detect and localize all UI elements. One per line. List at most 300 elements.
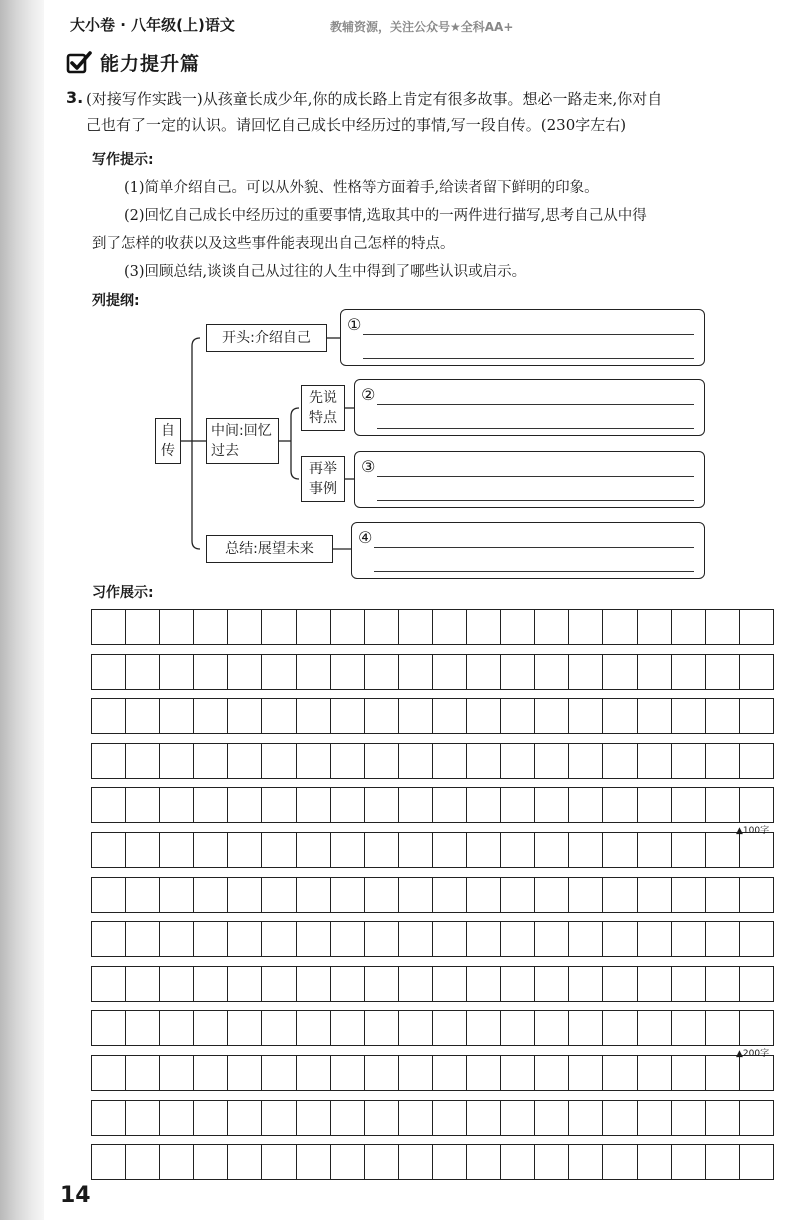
grid-cell[interactable]: [92, 744, 126, 778]
grid-cell[interactable]: [638, 1056, 672, 1090]
grid-cell[interactable]: [365, 1101, 399, 1135]
grid-cell[interactable]: [706, 1011, 740, 1045]
grid-cell[interactable]: [706, 1056, 740, 1090]
grid-cell[interactable]: [672, 967, 706, 1001]
grid-cell[interactable]: [194, 1056, 228, 1090]
answer-line: [363, 334, 694, 335]
grid-cell[interactable]: [740, 744, 773, 778]
grid-cell[interactable]: [126, 1056, 160, 1090]
grid-cell[interactable]: [433, 922, 467, 956]
grid-cell[interactable]: [194, 610, 228, 644]
grid-cell[interactable]: [365, 878, 399, 912]
outline-first-trait: [301, 385, 345, 431]
grid-cell[interactable]: [638, 788, 672, 822]
grid-cell[interactable]: [501, 610, 535, 644]
answer-line: [374, 547, 694, 548]
grid-cell[interactable]: [399, 699, 433, 733]
grid-cell[interactable]: [160, 1145, 194, 1179]
grid-cell[interactable]: [399, 922, 433, 956]
grid-cell[interactable]: [160, 610, 194, 644]
grid-cell[interactable]: [331, 922, 365, 956]
grid-cell[interactable]: [228, 833, 262, 867]
grid-cell[interactable]: [399, 1145, 433, 1179]
grid-cell[interactable]: [535, 1056, 569, 1090]
grid-cell[interactable]: [92, 788, 126, 822]
grid-cell[interactable]: [297, 1056, 331, 1090]
grid-cell[interactable]: [399, 655, 433, 689]
grid-cell[interactable]: [501, 655, 535, 689]
grid-cell[interactable]: [638, 833, 672, 867]
grid-cell[interactable]: [603, 655, 637, 689]
grid-cell[interactable]: [569, 655, 603, 689]
grid-cell[interactable]: [535, 1011, 569, 1045]
grid-cell[interactable]: [467, 788, 501, 822]
grid-cell[interactable]: [399, 967, 433, 1001]
grid-cell[interactable]: [228, 788, 262, 822]
grid-cell[interactable]: [535, 699, 569, 733]
grid-cell[interactable]: [92, 833, 126, 867]
grid-cell[interactable]: [501, 878, 535, 912]
grid-cell[interactable]: [194, 833, 228, 867]
grid-cell[interactable]: [467, 610, 501, 644]
grid-cell[interactable]: [92, 1056, 126, 1090]
grid-cell[interactable]: [603, 788, 637, 822]
grid-cell[interactable]: [262, 744, 296, 778]
grid-cell[interactable]: [603, 922, 637, 956]
grid-cell[interactable]: [740, 1056, 773, 1090]
grid-cell[interactable]: [297, 878, 331, 912]
grid-cell[interactable]: [399, 833, 433, 867]
grid-cell[interactable]: [569, 788, 603, 822]
grid-cell[interactable]: [501, 1145, 535, 1179]
answer-box-1[interactable]: [340, 309, 705, 366]
grid-cell[interactable]: [672, 655, 706, 689]
grid-cell[interactable]: [399, 1056, 433, 1090]
answer-box-4[interactable]: [351, 522, 705, 579]
grid-cell[interactable]: [569, 744, 603, 778]
grid-row[interactable]: [91, 877, 774, 913]
grid-cell[interactable]: [706, 1145, 740, 1179]
grid-cell[interactable]: [297, 655, 331, 689]
grid-cell[interactable]: [262, 655, 296, 689]
grid-cell[interactable]: [740, 967, 773, 1001]
grid-cell[interactable]: [331, 1056, 365, 1090]
grid-cell[interactable]: [365, 610, 399, 644]
grid-cell[interactable]: [638, 922, 672, 956]
grid-cell[interactable]: [638, 655, 672, 689]
grid-cell[interactable]: [706, 922, 740, 956]
grid-cell[interactable]: [228, 1011, 262, 1045]
answer-box-2[interactable]: [354, 379, 705, 436]
grid-cell[interactable]: [160, 833, 194, 867]
answer-line: [377, 428, 694, 429]
grid-cell[interactable]: [672, 922, 706, 956]
answer-box-3[interactable]: [354, 451, 705, 508]
grid-cell[interactable]: [501, 1101, 535, 1135]
grid-cell[interactable]: [194, 922, 228, 956]
grid-cell[interactable]: [672, 1056, 706, 1090]
outline-opening-label: 开头:介绍自己: [222, 330, 311, 346]
grid-cell[interactable]: [467, 922, 501, 956]
grid-cell[interactable]: [262, 1145, 296, 1179]
grid-cell[interactable]: [638, 1101, 672, 1135]
grid-cell[interactable]: [331, 833, 365, 867]
grid-cell[interactable]: [672, 699, 706, 733]
grid-row[interactable]: [91, 609, 774, 645]
grid-cell[interactable]: [297, 610, 331, 644]
grid-cell[interactable]: [740, 610, 773, 644]
grid-cell[interactable]: [467, 744, 501, 778]
grid-cell[interactable]: [126, 878, 160, 912]
grid-cell[interactable]: [399, 610, 433, 644]
grid-cell[interactable]: [160, 967, 194, 1001]
grid-cell[interactable]: [501, 1011, 535, 1045]
grid-cell[interactable]: [331, 878, 365, 912]
grid-cell[interactable]: [603, 1056, 637, 1090]
grid-cell[interactable]: [92, 655, 126, 689]
grid-cell[interactable]: [569, 1101, 603, 1135]
grid-cell[interactable]: [331, 967, 365, 1001]
outline-then-example-label: 再举事例: [309, 461, 337, 497]
grid-cell[interactable]: [467, 967, 501, 1001]
grid-cell[interactable]: [433, 699, 467, 733]
grid-cell[interactable]: [365, 744, 399, 778]
grid-cell[interactable]: [603, 1101, 637, 1135]
grid-cell[interactable]: [399, 1011, 433, 1045]
grid-cell[interactable]: [706, 833, 740, 867]
grid-cell[interactable]: [569, 1145, 603, 1179]
grid-cell[interactable]: [262, 833, 296, 867]
grid-cell[interactable]: [467, 1145, 501, 1179]
grid-cell[interactable]: [501, 744, 535, 778]
grid-cell[interactable]: [160, 655, 194, 689]
grid-cell[interactable]: [365, 1145, 399, 1179]
grid-cell[interactable]: [706, 655, 740, 689]
grid-cell[interactable]: [160, 699, 194, 733]
grid-cell[interactable]: [126, 744, 160, 778]
grid-cell[interactable]: [297, 1011, 331, 1045]
grid-cell[interactable]: [194, 655, 228, 689]
grid-cell[interactable]: [126, 1101, 160, 1135]
grid-cell[interactable]: [603, 967, 637, 1001]
grid-cell[interactable]: [365, 1056, 399, 1090]
grid-cell[interactable]: [92, 1011, 126, 1045]
grid-cell[interactable]: [740, 699, 773, 733]
grid-cell[interactable]: [740, 655, 773, 689]
grid-cell[interactable]: [194, 1011, 228, 1045]
grid-cell[interactable]: [365, 922, 399, 956]
grid-cell[interactable]: [126, 833, 160, 867]
grid-cell[interactable]: [297, 967, 331, 1001]
grid-cell[interactable]: [228, 1056, 262, 1090]
grid-cell[interactable]: [365, 699, 399, 733]
grid-cell[interactable]: [535, 878, 569, 912]
grid-cell[interactable]: [365, 833, 399, 867]
grid-cell[interactable]: [331, 699, 365, 733]
grid-cell[interactable]: [433, 1145, 467, 1179]
grid-cell[interactable]: [467, 699, 501, 733]
grid-cell[interactable]: [92, 878, 126, 912]
grid-cell[interactable]: [92, 967, 126, 1001]
grid-cell[interactable]: [194, 1145, 228, 1179]
grid-cell[interactable]: [160, 744, 194, 778]
grid-cell[interactable]: [638, 699, 672, 733]
grid-row[interactable]: [91, 921, 774, 957]
grid-cell[interactable]: [467, 1101, 501, 1135]
grid-cell[interactable]: [569, 967, 603, 1001]
grid-cell[interactable]: [126, 1145, 160, 1179]
grid-cell[interactable]: [467, 833, 501, 867]
grid-cell[interactable]: [672, 878, 706, 912]
grid-cell[interactable]: [535, 1101, 569, 1135]
grid-cell[interactable]: [297, 1101, 331, 1135]
grid-row[interactable]: [91, 743, 774, 779]
grid-cell[interactable]: [228, 967, 262, 1001]
grid-cell[interactable]: [160, 788, 194, 822]
grid-cell[interactable]: [262, 1101, 296, 1135]
grid-cell[interactable]: [228, 610, 262, 644]
book-title: 大小卷 · 八年级(上)语文: [70, 16, 235, 34]
grid-cell[interactable]: [228, 922, 262, 956]
grid-cell[interactable]: [535, 744, 569, 778]
grid-cell[interactable]: [297, 1145, 331, 1179]
grid-cell[interactable]: [194, 699, 228, 733]
composition-label: 习作展示:: [92, 585, 154, 601]
grid-cell[interactable]: [638, 744, 672, 778]
grid-cell[interactable]: [297, 699, 331, 733]
section-title: 能力提升篇: [100, 53, 201, 75]
grid-cell[interactable]: [433, 1101, 467, 1135]
grid-cell[interactable]: [126, 655, 160, 689]
grid-cell[interactable]: [672, 1011, 706, 1045]
grid-cell[interactable]: [467, 655, 501, 689]
grid-cell[interactable]: [638, 878, 672, 912]
grid-cell[interactable]: [228, 1145, 262, 1179]
grid-cell[interactable]: [740, 833, 773, 867]
outline-label: 列提纲:: [92, 293, 140, 309]
grid-cell[interactable]: [740, 1011, 773, 1045]
grid-cell[interactable]: [569, 878, 603, 912]
grid-cell[interactable]: [672, 788, 706, 822]
grid-row[interactable]: [91, 1144, 774, 1180]
grid-cell[interactable]: [331, 1101, 365, 1135]
grid-cell[interactable]: [92, 699, 126, 733]
grid-cell[interactable]: [331, 744, 365, 778]
grid-cell[interactable]: [501, 922, 535, 956]
grid-cell[interactable]: [672, 744, 706, 778]
grid-cell[interactable]: [262, 922, 296, 956]
grid-cell[interactable]: [433, 744, 467, 778]
grid-cell[interactable]: [228, 744, 262, 778]
grid-cell[interactable]: [740, 922, 773, 956]
grid-cell[interactable]: [638, 967, 672, 1001]
grid-cell[interactable]: [603, 610, 637, 644]
grid-cell[interactable]: [160, 1056, 194, 1090]
grid-cell[interactable]: [126, 967, 160, 1001]
grid-cell[interactable]: [569, 1011, 603, 1045]
grid-cell[interactable]: [672, 1145, 706, 1179]
grid-cell[interactable]: [365, 788, 399, 822]
grid-cell[interactable]: [126, 699, 160, 733]
grid-cell[interactable]: [194, 878, 228, 912]
grid-cell[interactable]: [672, 833, 706, 867]
grid-cell[interactable]: [603, 1011, 637, 1045]
grid-row[interactable]: [91, 698, 774, 734]
grid-cell[interactable]: [262, 1011, 296, 1045]
grid-cell[interactable]: [706, 699, 740, 733]
grid-cell[interactable]: [603, 699, 637, 733]
grid-cell[interactable]: [365, 655, 399, 689]
grid-cell[interactable]: [535, 788, 569, 822]
grid-cell[interactable]: [535, 1145, 569, 1179]
grid-cell[interactable]: [228, 878, 262, 912]
grid-cell[interactable]: [603, 833, 637, 867]
grid-cell[interactable]: [92, 922, 126, 956]
grid-cell[interactable]: [126, 610, 160, 644]
grid-cell[interactable]: [228, 655, 262, 689]
grid-row[interactable]: [91, 654, 774, 690]
grid-cell[interactable]: [399, 1101, 433, 1135]
grid-cell[interactable]: [638, 610, 672, 644]
answer-line: [377, 500, 694, 501]
grid-cell[interactable]: [706, 610, 740, 644]
grid-cell[interactable]: [433, 967, 467, 1001]
grid-cell[interactable]: [672, 1101, 706, 1135]
grid-cell[interactable]: [672, 610, 706, 644]
grid-cell[interactable]: [433, 610, 467, 644]
grid-row[interactable]: [91, 1010, 774, 1046]
grid-cell[interactable]: [433, 1011, 467, 1045]
grid-cell[interactable]: [433, 788, 467, 822]
grid-cell[interactable]: [92, 1145, 126, 1179]
grid-cell[interactable]: [297, 833, 331, 867]
grid-cell[interactable]: [535, 833, 569, 867]
grid-cell[interactable]: [433, 655, 467, 689]
grid-row[interactable]: [91, 832, 774, 868]
grid-cell[interactable]: [501, 967, 535, 1001]
outline-middle: [206, 418, 279, 464]
grid-cell[interactable]: [706, 967, 740, 1001]
grid-cell[interactable]: [160, 878, 194, 912]
grid-cell[interactable]: [740, 878, 773, 912]
grid-cell[interactable]: [603, 878, 637, 912]
grid-cell[interactable]: [297, 788, 331, 822]
grid-cell[interactable]: [740, 1101, 773, 1135]
grid-cell[interactable]: [706, 878, 740, 912]
grid-cell[interactable]: [399, 744, 433, 778]
grid-cell[interactable]: [535, 610, 569, 644]
answer-line: [377, 476, 694, 477]
grid-cell[interactable]: [228, 1101, 262, 1135]
grid-cell[interactable]: [92, 1101, 126, 1135]
grid-cell[interactable]: [467, 1056, 501, 1090]
hint-2-line-1: (2)回忆自己成长中经历过的重要事情,选取其中的一两件进行描写,思考自己从中得: [124, 208, 647, 224]
grid-cell[interactable]: [331, 1145, 365, 1179]
grid-cell[interactable]: [638, 1011, 672, 1045]
grid-cell[interactable]: [399, 878, 433, 912]
grid-cell[interactable]: [603, 1145, 637, 1179]
grid-cell[interactable]: [297, 922, 331, 956]
grid-cell[interactable]: [569, 1056, 603, 1090]
grid-cell[interactable]: [331, 610, 365, 644]
grid-cell[interactable]: [126, 1011, 160, 1045]
grid-cell[interactable]: [399, 788, 433, 822]
grid-cell[interactable]: [331, 655, 365, 689]
grid-cell[interactable]: [501, 1056, 535, 1090]
grid-cell[interactable]: [194, 744, 228, 778]
grid-cell[interactable]: [638, 1145, 672, 1179]
grid-cell[interactable]: [740, 788, 773, 822]
outline-conclusion-label: 总结:展望未来: [225, 541, 314, 557]
grid-cell[interactable]: [535, 967, 569, 1001]
grid-cell[interactable]: [194, 1101, 228, 1135]
grid-cell[interactable]: [433, 833, 467, 867]
grid-cell[interactable]: [160, 922, 194, 956]
marker-200-words: ▲200字: [736, 1049, 770, 1059]
grid-cell[interactable]: [160, 1101, 194, 1135]
grid-row[interactable]: [91, 966, 774, 1002]
grid-cell[interactable]: [569, 610, 603, 644]
grid-cell[interactable]: [569, 833, 603, 867]
grid-cell[interactable]: [501, 788, 535, 822]
grid-cell[interactable]: [535, 922, 569, 956]
grid-cell[interactable]: [262, 788, 296, 822]
grid-cell[interactable]: [740, 1145, 773, 1179]
grid-cell[interactable]: [262, 1056, 296, 1090]
grid-cell[interactable]: [194, 788, 228, 822]
grid-cell[interactable]: [262, 699, 296, 733]
grid-cell[interactable]: [160, 1011, 194, 1045]
grid-cell[interactable]: [92, 610, 126, 644]
grid-cell[interactable]: [467, 878, 501, 912]
grid-row[interactable]: [91, 787, 774, 823]
blank-number-3: ③: [361, 457, 376, 476]
grid-cell[interactable]: [194, 967, 228, 1001]
grid-cell[interactable]: [365, 1011, 399, 1045]
grid-cell[interactable]: [365, 967, 399, 1001]
grid-cell[interactable]: [262, 967, 296, 1001]
grid-cell[interactable]: [603, 744, 637, 778]
grid-row[interactable]: [91, 1055, 774, 1091]
marker-100-words: ▲100字: [736, 826, 770, 836]
grid-cell[interactable]: [126, 922, 160, 956]
question-number: 3.: [66, 88, 84, 107]
grid-cell[interactable]: [467, 1011, 501, 1045]
grid-cell[interactable]: [569, 699, 603, 733]
grid-cell[interactable]: [433, 1056, 467, 1090]
outline-first-trait-label: 先说特点: [309, 390, 337, 426]
grid-cell[interactable]: [262, 878, 296, 912]
grid-cell[interactable]: [331, 788, 365, 822]
grid-cell[interactable]: [228, 699, 262, 733]
grid-cell[interactable]: [569, 922, 603, 956]
grid-cell[interactable]: [706, 1101, 740, 1135]
grid-cell[interactable]: [706, 788, 740, 822]
grid-cell[interactable]: [501, 699, 535, 733]
grid-cell[interactable]: [331, 1011, 365, 1045]
outline-root-label: 自传: [161, 423, 175, 459]
grid-cell[interactable]: [126, 788, 160, 822]
hint-1: (1)简单介绍自己。可以从外貌、性格等方面着手,给读者留下鲜明的印象。: [124, 180, 599, 196]
grid-cell[interactable]: [297, 744, 331, 778]
grid-cell[interactable]: [535, 655, 569, 689]
grid-cell[interactable]: [706, 744, 740, 778]
grid-row[interactable]: [91, 1100, 774, 1136]
grid-cell[interactable]: [433, 878, 467, 912]
grid-cell[interactable]: [262, 610, 296, 644]
question-line-1: (对接写作实践一)从孩童长成少年,你的成长路上肯定有很多故事。想必一路走来,你对自: [86, 90, 663, 108]
grid-cell[interactable]: [501, 833, 535, 867]
